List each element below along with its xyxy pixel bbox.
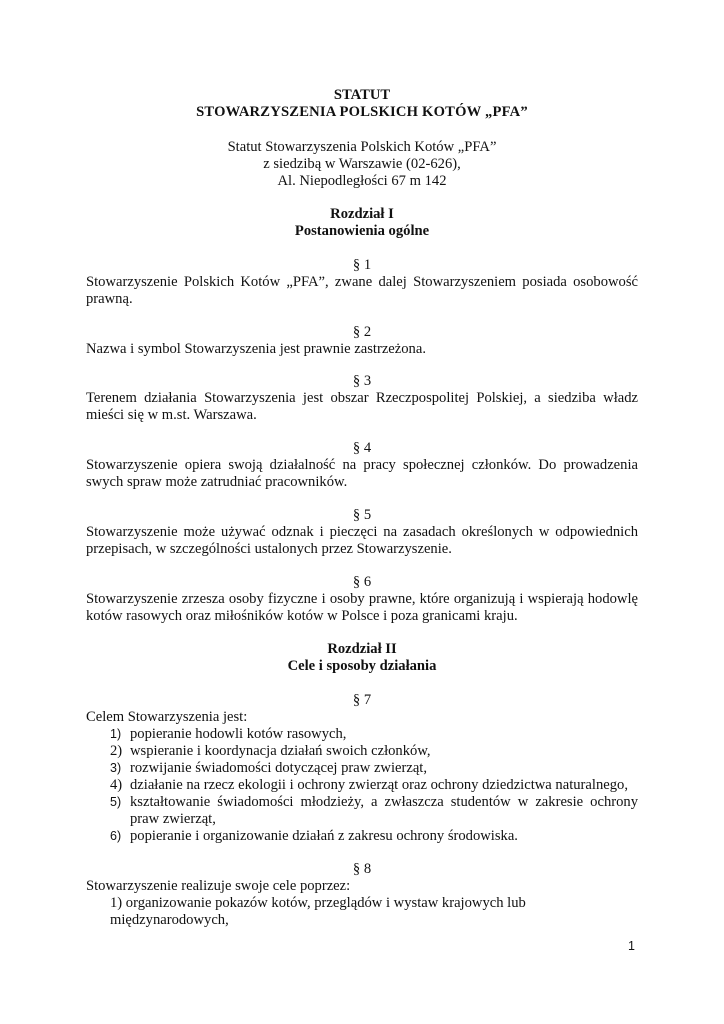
intro-line-2: z siedzibą w Warszawie (02-626), <box>263 156 461 172</box>
section-5-text-line-2: przepisach, w szczególności ustalonych przez Stowarzyszenie. <box>86 541 452 557</box>
section-2-text: Nazwa i symbol Stowarzyszenia jest prawnie zastrzeżona. <box>86 341 426 357</box>
list-item-text: popieranie i organizowanie działań z zakresu ochrony środowiska. <box>130 828 518 844</box>
section-6-text-line-1: Stowarzyszenie zrzesza osoby fizyczne i osoby prawne, które organizują i wspierają hodowlę <box>86 591 638 607</box>
list-item <box>86 743 638 760</box>
chapter-1-title: Postanowienia ogólne <box>294 223 430 239</box>
title-association: STOWARZYSZENIA POLSKICH KOTÓW „PFA” <box>196 104 528 120</box>
section-2-number: § 2 <box>352 324 372 340</box>
list-item-text-continued: praw zwierząt, <box>130 811 216 827</box>
section-1-text-line-1: Stowarzyszenie Polskich Kotów „PFA”, zwane dalej Stowarzyszeniem posiada osobowość <box>86 274 638 290</box>
section-4-text-line-2: swych spraw może zatrudniać pracowników. <box>86 474 348 490</box>
title-statut: STATUT <box>333 87 391 103</box>
list-item-text: wspieranie i koordynacja działań swoich członków, <box>130 743 431 759</box>
section-7-number: § 7 <box>352 692 372 708</box>
list-item-number: 1) <box>110 727 122 741</box>
section-3-number: § 3 <box>352 373 372 389</box>
list-item-text: kształtowanie świadomości młodzieży, a zwłaszcza studentów w zakresie ochrony <box>130 794 638 810</box>
section-5-number: § 5 <box>352 507 372 523</box>
list-item-number: 2) <box>110 743 123 759</box>
section-1-number: § 1 <box>352 257 372 273</box>
section-3-text-line-1: Terenem działania Stowarzyszenia jest obszar Rzeczpospolitej Polskiej, a siedziba władz <box>86 390 638 406</box>
chapter-1-label: Rozdział I <box>330 206 394 222</box>
chapter-2-label: Rozdział II <box>327 641 397 657</box>
list-item-number: 4) <box>110 777 123 793</box>
list-item-text: działanie na rzecz ekologii i ochrony zwierząt oraz ochrony dziedzictwa naturalnego, <box>130 777 628 793</box>
section-3-text-line-2: mieści się w m.st. Warszawa. <box>86 407 257 423</box>
intro-line-3: Al. Niepodległości 67 m 142 <box>277 173 447 189</box>
list-item <box>86 760 638 777</box>
section-6-number: § 6 <box>352 574 372 590</box>
list-item-number: 3) <box>110 761 122 775</box>
chapter-2-title: Cele i sposoby działania <box>287 658 437 674</box>
section-8-item-1-line-2: międzynarodowych, <box>110 912 229 928</box>
intro-line-1: Statut Stowarzyszenia Polskich Kotów „PFA” <box>227 139 497 155</box>
section-7-intro: Celem Stowarzyszenia jest: <box>86 709 248 725</box>
list-item <box>86 828 638 845</box>
list-item-text: rozwijanie świadomości dotyczącej praw zwierząt, <box>130 760 428 776</box>
section-5-text-line-1: Stowarzyszenie może używać odznak i pieczęci na zasadach określonych w odpowiednich <box>86 524 638 540</box>
list-item-number: 6) <box>110 829 122 843</box>
section-8-item-1-line-1: 1) organizowanie pokazów kotów, przeglądów i wystaw krajowych lub <box>110 895 526 911</box>
section-1-text-line-2: prawną. <box>86 291 133 307</box>
list-item <box>86 794 638 828</box>
section-8-intro: Stowarzyszenie realizuje swoje cele poprzez: <box>86 878 351 894</box>
section-8-number: § 8 <box>352 861 372 877</box>
page-number: 1 <box>628 939 635 953</box>
section-4-text-line-1: Stowarzyszenie opiera swoją działalność na pracy społecznej członków. Do prowadzenia <box>86 457 638 473</box>
section-4-number: § 4 <box>352 440 372 456</box>
list-item <box>86 726 638 743</box>
list-item <box>86 777 638 794</box>
list-item-text: popieranie hodowli kotów rasowych, <box>130 726 347 742</box>
list-item-number: 5) <box>110 795 122 809</box>
section-6-text-line-2: kotów rasowych oraz miłośników kotów w Polsce i poza granicami kraju. <box>86 608 518 624</box>
